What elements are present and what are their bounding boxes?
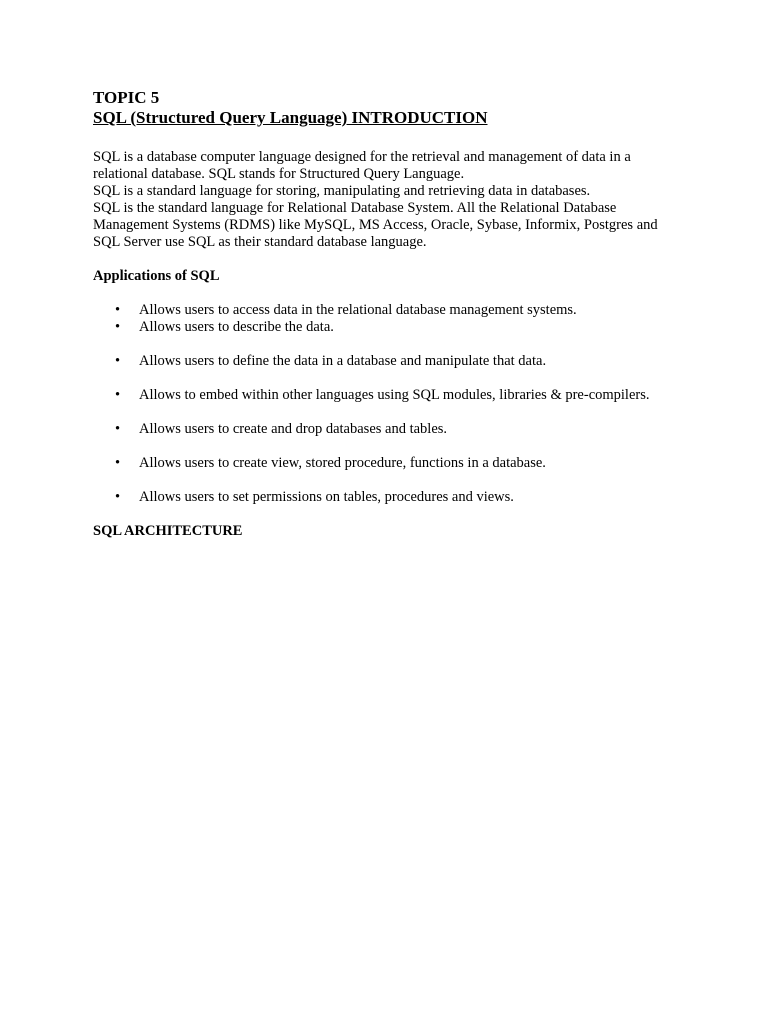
architecture-heading: SQL ARCHITECTURE — [93, 523, 243, 539]
list-item — [93, 489, 683, 506]
page-title: SQL (Structured Query Language) INTRODUCTION — [93, 108, 488, 127]
applications-heading: Applications of SQL — [93, 268, 220, 284]
bullet-icon: • — [115, 302, 121, 318]
list-item-text: Allows users to describe the data. — [139, 319, 334, 335]
bullet-icon: • — [115, 319, 121, 335]
list-item — [93, 319, 683, 336]
list-item-text: Allows users to create and drop databases and tables. — [139, 421, 448, 437]
bullet-icon: • — [115, 387, 121, 403]
list-item — [93, 353, 683, 370]
intro-paragraph: SQL is a database computer language designed for the retrieval and management of data in a relational database. SQL stands for Structured Query Language. — [93, 149, 631, 182]
list-item — [93, 421, 683, 438]
bullet-icon: • — [115, 455, 121, 471]
list-item — [93, 387, 683, 404]
applications-list — [93, 302, 683, 506]
document-page — [93, 88, 683, 540]
list-item-text: Allows users to access data in the relational database management systems. — [139, 302, 577, 318]
list-item-text: Allows to embed within other languages using SQL modules, libraries & pre-compilers. — [139, 387, 650, 403]
intro-section — [93, 149, 683, 251]
topic-label: TOPIC 5 — [93, 88, 160, 107]
list-item-text: Allows users to create view, stored procedure, functions in a database. — [139, 455, 546, 471]
bullet-icon: • — [115, 421, 121, 437]
bullet-icon: • — [115, 353, 121, 369]
list-item — [93, 455, 683, 472]
intro-paragraph: SQL is the standard language for Relational Database System. All the Relational Database Management Systems (RDMS) like MySQL, MS Access, Oracle, Sybase, Informix, Postgres and SQL Server use SQL as their standard database language. — [93, 200, 658, 250]
list-item-text: Allows users to set permissions on tables, procedures and views. — [139, 489, 514, 505]
list-item-text: Allows users to define the data in a database and manipulate that data. — [139, 353, 547, 369]
list-item — [93, 302, 683, 319]
intro-paragraph: SQL is a standard language for storing, manipulating and retrieving data in databases. — [93, 183, 591, 199]
bullet-icon: • — [115, 489, 121, 505]
